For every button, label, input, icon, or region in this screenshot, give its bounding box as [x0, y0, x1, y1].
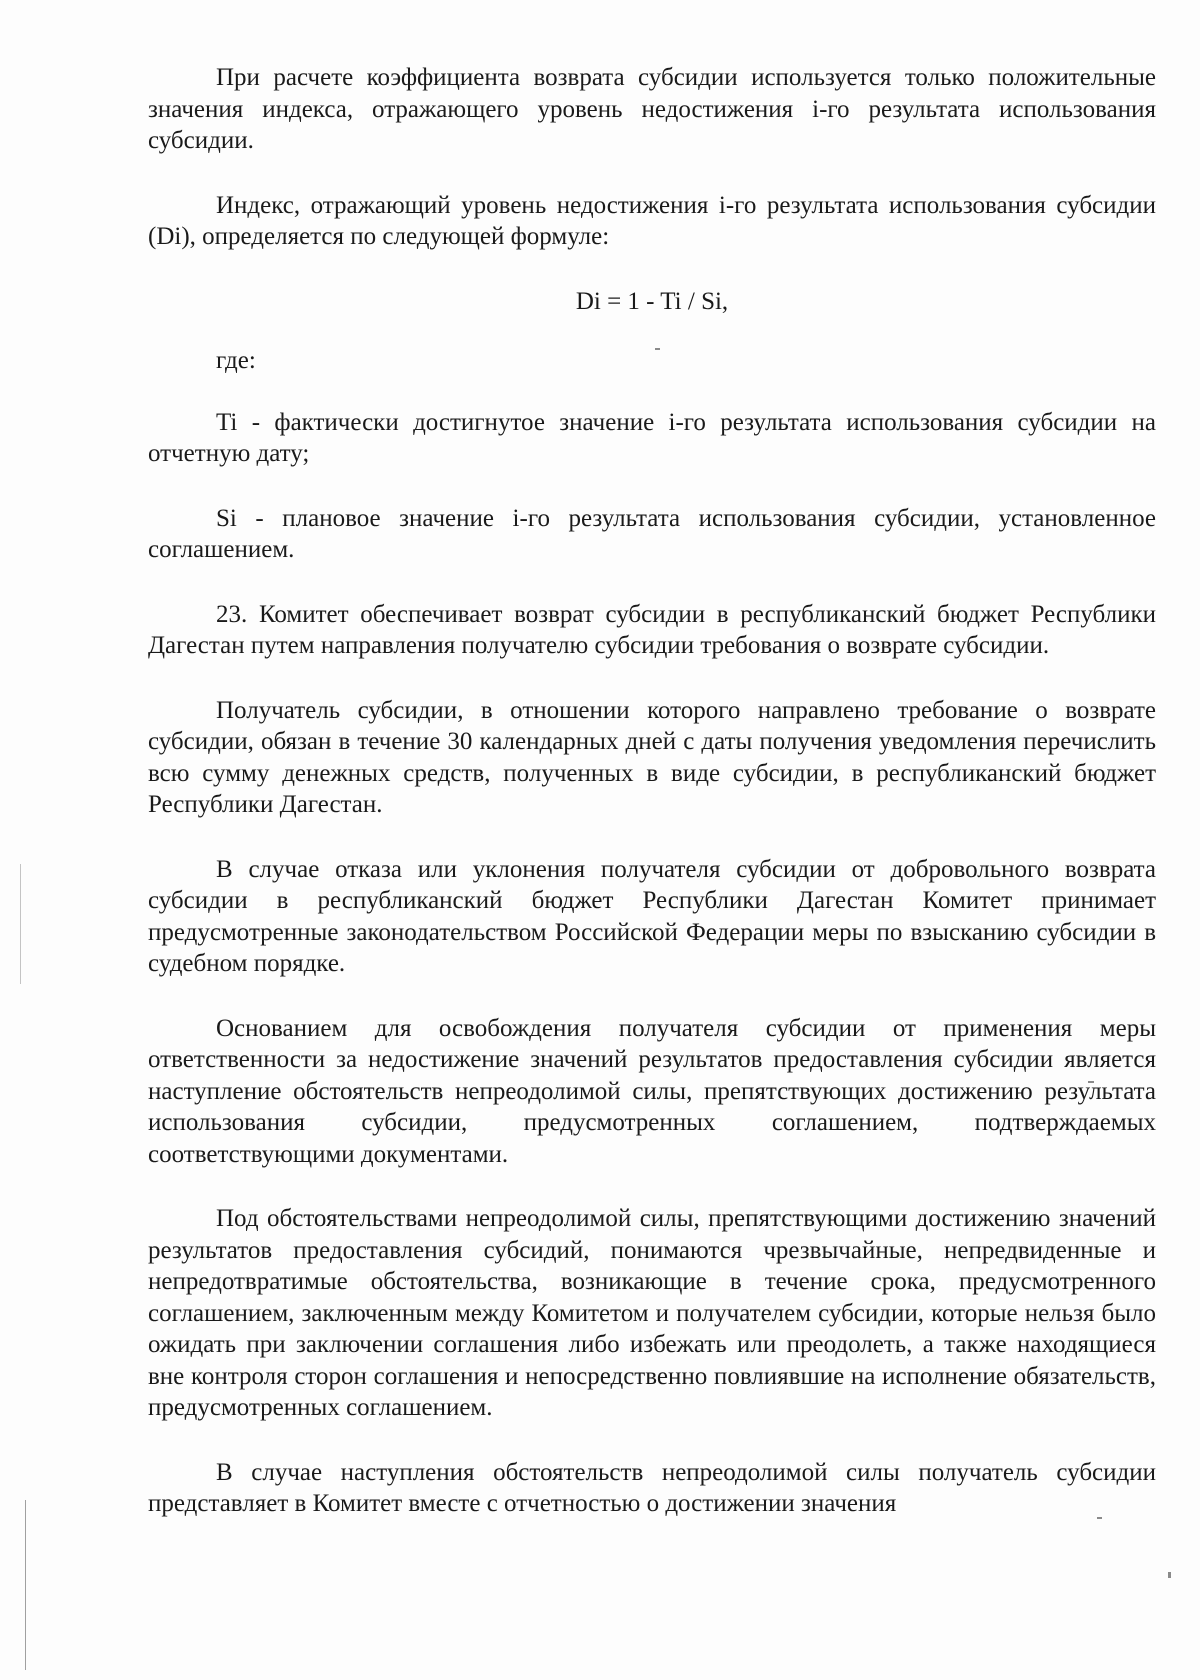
- paragraph: В случае отказа или уклонения получателя субсидии от добровольного возврата субсидии в республиканский бюджет Республики Дагестан Комитет принимает предусмотренные законодательством Российской Федерации меры по взысканию субсидии в судебном порядке.: [148, 855, 1156, 977]
- paragraph: При расчете коэффициента возврата субсидии используется только положительные значения индекса, отражающего уровень недостижения i-го результата использования субсидии.: [148, 64, 1156, 154]
- paragraph: 23. Комитет обеспечивает возврат субсидии в республиканский бюджет Республики Дагестан путем направления получателю субсидии требования о возврате субсидии.: [148, 600, 1156, 659]
- formula: Di = 1 - Ti / Si,: [575, 287, 729, 315]
- paragraph: Ti - фактически достигнутое значение i-го результата использования субсидии на отчетную дату;: [148, 408, 1156, 467]
- paragraph: где:: [216, 347, 256, 374]
- paragraph: Si - плановое значение i-го результата использования субсидии, установленное соглашением.: [148, 504, 1156, 563]
- paragraph: Под обстоятельствами непреодолимой силы, препятствующими достижению значений результатов предоставления субсидий, понимаются чрезвычайные, непредвиденные и непредотвратимые обстоятельства, возникающие в течение срока, предусмотренного соглашением, заключенным между Комитетом и получателем субсидии, которые нельзя было ожидать при заключении соглашения либо избежать или преодолеть, а также находящиеся вне контроля сторон соглашения и непосредственно повлиявшие на исполнение обязательств, предусмотренных соглашением.: [148, 1205, 1156, 1421]
- paragraph: В случае наступления обстоятельств непреодолимой силы получатель субсидии представляет в Комитет вместе с отчетностью о достижении значения: [148, 1458, 1156, 1517]
- paragraph: Получатель субсидии, в отношении которого направлено требование о возврате субсидии, обязан в течение 30 календарных дней с даты получения уведомления перечислить всю сумму денежных средств, полученных в виде субсидии, в республиканский бюджет Республики Дагестан.: [148, 696, 1156, 818]
- paragraph: Индекс, отражающий уровень недостижения i-го результата использования субсидии (Di), определяется по следующей формуле:: [148, 191, 1156, 250]
- document-body: [148, 62, 1156, 1553]
- scan-edge-line: [20, 864, 21, 984]
- paragraph: Основанием для освобождения получателя субсидии от применения меры ответственности за недостижение значений результатов предоставления субсидии является наступление обстоятельств непреодолимой силы, препятствующих достижению результата использования субсидии, предусмотренных соглашением, подтверждаемых соответствующими документами.: [148, 1014, 1156, 1168]
- scan-edge-line: [25, 1500, 26, 1670]
- scan-speck: [1168, 1572, 1171, 1578]
